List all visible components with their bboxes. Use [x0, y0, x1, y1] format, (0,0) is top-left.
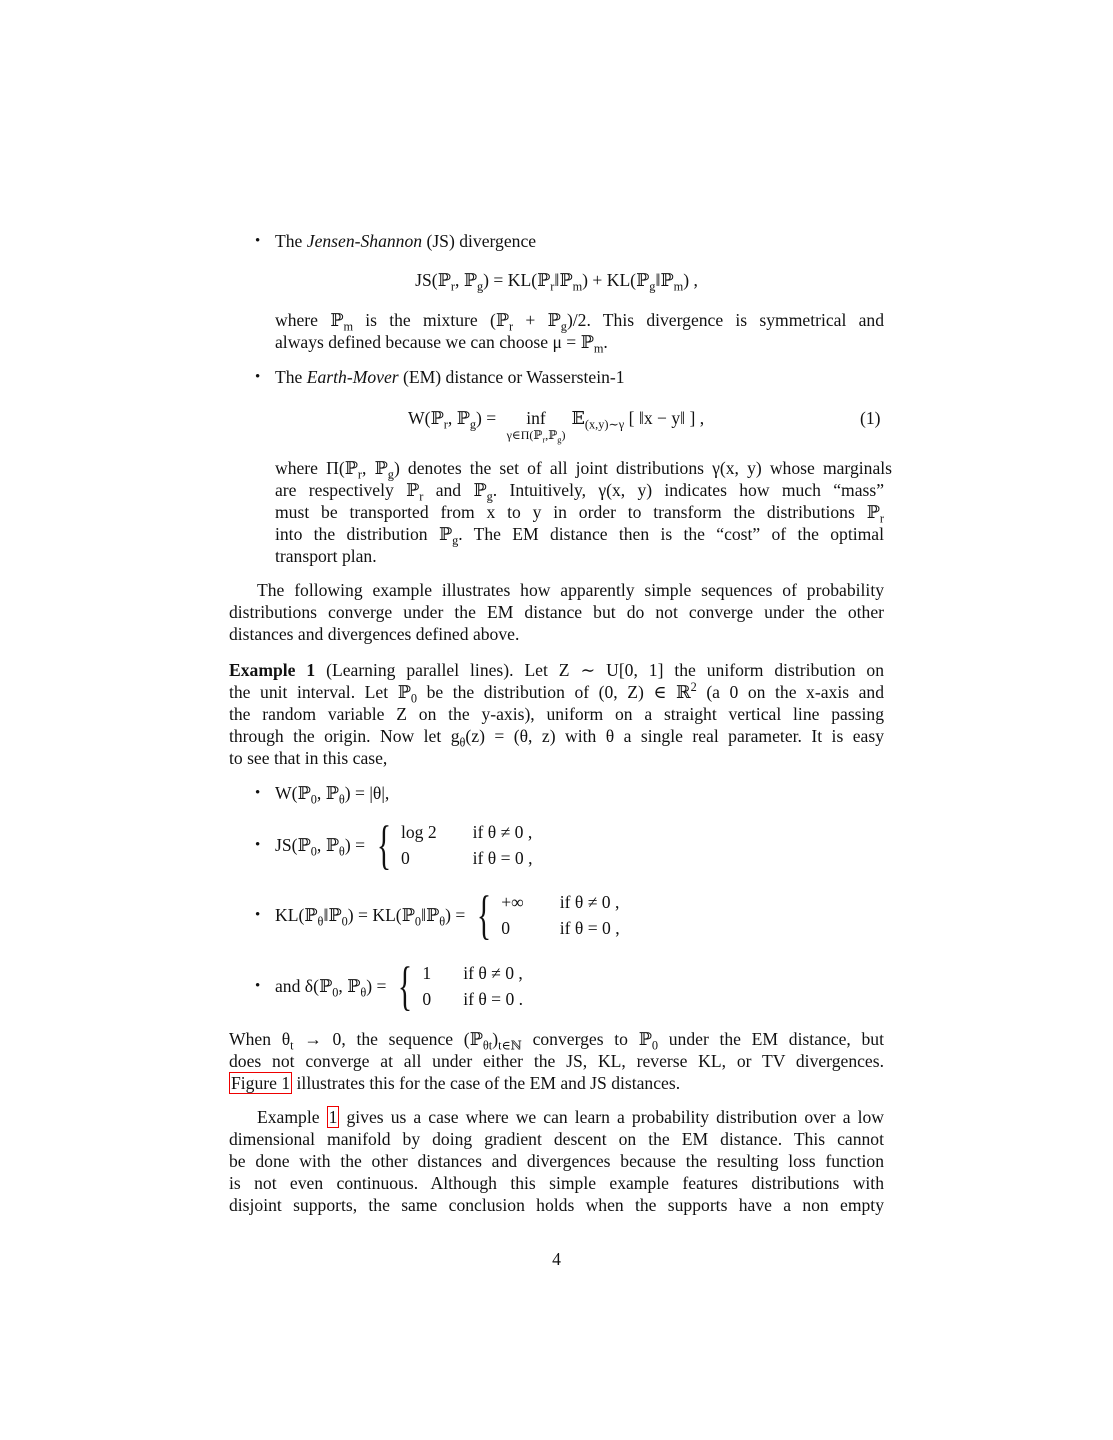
wasserstein-equation [408, 407, 705, 445]
page-number: 4 [552, 1249, 561, 1269]
case-condition: if θ ≠ 0 , [472, 822, 533, 842]
line: distributions converge under the EM distance but do not converge under the other [229, 602, 884, 622]
text: illustrates this for the case of the EM and JS distances. [292, 1073, 681, 1093]
line: always defined because we can choose μ = ℙ$_m$. [275, 332, 608, 356]
line: does not converge at all under either the JS, KL, reverse KL, or TV divergences. [229, 1051, 884, 1071]
case-value: 0 [501, 918, 511, 938]
example-block [229, 659, 884, 769]
text: The [275, 231, 307, 251]
line [229, 1072, 884, 1094]
case-condition: if θ ≠ 0 , [559, 892, 620, 912]
text: The [275, 367, 307, 387]
line: to see that in this case, [229, 748, 388, 768]
line: the unit interval. Let ℙ$_0$ be the distribution of (0, Z) ∈ ℝ$^2$ (a 0 on the x-axis and [229, 680, 885, 706]
eq-rhs: 𝔼$_{(x,y)\sim\gamma}$ [ ‖x − y‖ ] , [571, 408, 705, 432]
text: (JS) divergence [422, 231, 537, 251]
bullet-marker: • [255, 785, 261, 801]
line: the random variable Z on the y-axis), uniform on a straight vertical line passing [229, 704, 884, 724]
bullet-marker: • [255, 233, 261, 249]
paragraph [229, 1106, 884, 1216]
case-value: 0 [422, 989, 432, 1009]
case-condition: if θ ≠ 0 , [463, 963, 523, 983]
left-brace: { [477, 885, 492, 945]
bullet-marker: • [255, 907, 261, 923]
paragraph [229, 1028, 884, 1094]
line: must be transported from x to y in order to transform the distributions ℙ$_r$ [275, 502, 884, 526]
js-equation: JS(ℙ$_r$, ℙ$_g$) = KL(ℙ$_r$‖ℙ$_m$) + KL(ℙ$_g$‖ℙ$_m$) , [415, 270, 698, 294]
text: (Learning parallel lines). Let Z ∼ U[0, 1] the uniform distribution on [315, 660, 884, 680]
line: dimensional manifold by doing gradient descent on the EM distance. This cannot [229, 1129, 884, 1149]
line: disjoint supports, the same conclusion holds when the supports have a non empty [229, 1195, 884, 1215]
text: gives us a case where we can learn a probability distribution over a low [339, 1107, 884, 1127]
delta-case [275, 956, 524, 1016]
text: Example [257, 1107, 327, 1127]
equation-number: (1) [860, 408, 881, 428]
figure-1-link[interactable]: Figure 1 [231, 1073, 291, 1093]
case-value: 1 [422, 963, 432, 983]
case-condition: if θ = 0 , [472, 848, 533, 868]
inf-subscript: γ∈Π(ℙ$_r$,ℙ$_g$) [506, 428, 566, 445]
bullet-marker: • [255, 837, 261, 853]
left-brace: { [376, 815, 392, 875]
inf-operator [506, 407, 566, 445]
w-case: W(ℙ$_0$, ℙ$_\theta$) = |θ|, [275, 783, 390, 807]
case-value: 0 [400, 848, 410, 868]
paragraph [229, 579, 884, 645]
case-condition: if θ = 0 . [463, 989, 524, 1009]
emphasis-term: Earth-Mover [306, 367, 399, 387]
line: distances and divergences defined above. [229, 624, 520, 644]
line: be done with the other distances and divergences because the resulting loss function [229, 1151, 884, 1171]
js-bullet-text [275, 230, 884, 252]
case-lhs: KL(ℙ$_\theta$‖ℙ$_0$) = KL(ℙ$_0$‖ℙ$_\theta$) = [275, 905, 466, 929]
left-brace: { [398, 956, 413, 1016]
case-lhs: JS(ℙ$_0$, ℙ$_\theta$) = [275, 835, 366, 859]
line [229, 659, 884, 681]
inf-label: inf [526, 408, 546, 428]
line: where ℙ$_m$ is the mixture (ℙ$_r$ + ℙ$_g$)/2. This divergence is symmetrical and [275, 310, 884, 334]
case-value: +∞ [501, 892, 524, 912]
bullet-marker: • [255, 978, 261, 994]
example-label: Example 1 [229, 660, 316, 680]
line: are respectively ℙ$_r$ and ℙ$_g$. Intuitively, γ(x, y) indicates how much “mass” [275, 480, 885, 504]
line: transport plan. [275, 546, 377, 566]
eq-lhs: W(ℙ$_r$, ℙ$_g$) = [408, 408, 501, 432]
case-lhs: and δ(ℙ$_0$, ℙ$_\theta$) = [275, 976, 387, 1000]
line: The following example illustrates how apparently simple sequences of probability [257, 580, 884, 600]
kl-case [275, 885, 620, 945]
line: is not even continuous. Although this simple example features distributions with [229, 1173, 884, 1193]
case-value: log 2 [400, 822, 437, 842]
js-note [275, 309, 884, 356]
w-note [275, 457, 892, 567]
line [229, 1106, 884, 1128]
line: through the origin. Now let $g_\theta(z) = (\theta$, z) with θ a single real parameter. It is easy [229, 726, 885, 750]
line: where Π(ℙ$_r$, ℙ$_g$) denotes the set of all joint distributions γ(x, y) whose marginals [275, 458, 893, 482]
bullet-marker: • [255, 369, 261, 385]
line: When $\theta_t \to 0$, the sequence $(ℙ_{\theta t})_{t\in ℕ}$ converges to ℙ$_0$ under the EM distance, but [229, 1029, 884, 1053]
text: (EM) distance or Wasserstein-1 [398, 367, 625, 387]
em-bullet-text [275, 366, 884, 388]
line: into the distribution ℙ$_g$. The EM distance then is the “cost” of the optimal [275, 524, 884, 548]
case-condition: if θ = 0 , [559, 918, 620, 938]
example-1-link[interactable]: 1 [328, 1107, 338, 1127]
emphasis-term: Jensen-Shannon [306, 231, 423, 251]
js-case [275, 815, 533, 875]
